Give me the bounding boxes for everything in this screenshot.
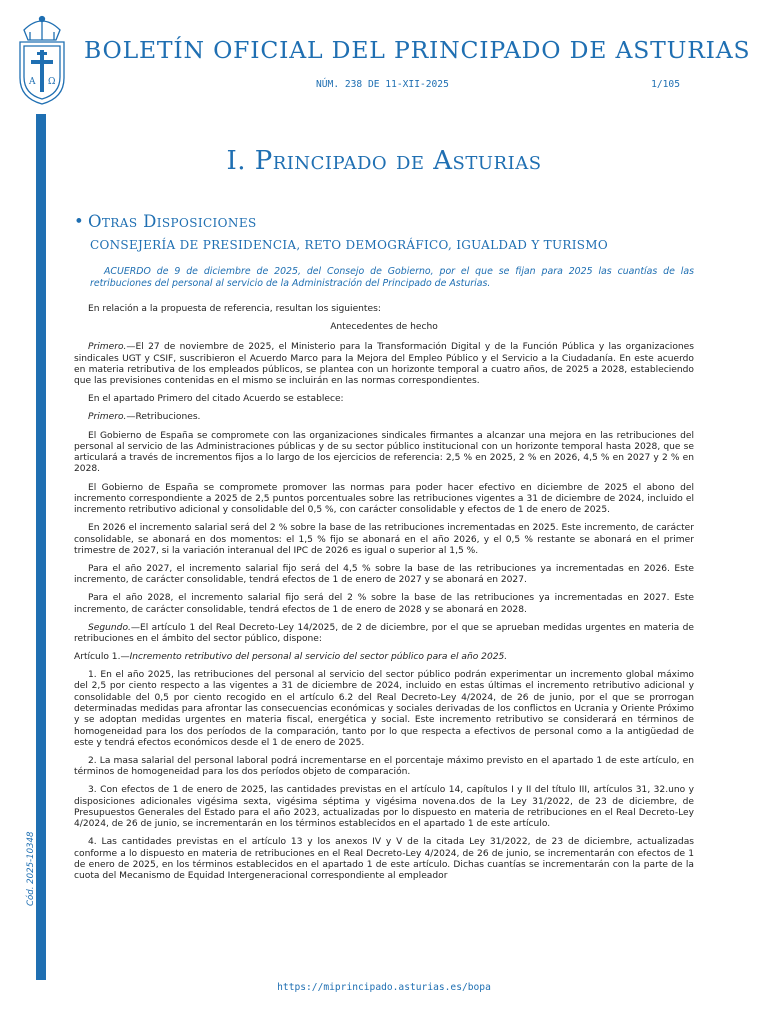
primero-lead: Primero. <box>88 342 127 353</box>
retribuciones-lead: Primero. <box>88 412 127 423</box>
articulo-paragraph-2: 2. La masa salarial del personal laboral podrá incrementarse en el porcentaje máximo previsto en el apartado 1 de este artículo, en términos de homogeneidad para los dos períodos objeto de comparación. <box>74 756 694 778</box>
antecedentes-heading: Antecedentes de hecho <box>330 322 438 333</box>
apartado-paragraph: En el apartado Primero del citado Acuerdo se establece: <box>88 394 344 405</box>
subsection-title <box>74 212 257 231</box>
svg-text:Ω: Ω <box>48 77 56 87</box>
journal-title: BOLETÍN OFICIAL DEL PRINCIPADO DE ASTURIAS <box>84 36 751 64</box>
retribuciones-paragraph <box>74 412 694 423</box>
primero-text: —El 27 de noviembre de 2025, el Ministerio para la Transformación Digital y de la Función Pública y las organizaciones sindicales UGT y CSIF, suscribieron el Acuerdo Marco para la Mejora del Empleo Público y el Servicio a la Ciudadanía. En este acuerdo en materia retributiva de los empleados públicos, se plantea con un horizonte temporal a cuatro años, de 2025 a 2028, estableciendo que las previsiones contenidas en el mismo se incluirán en las normas correspondientes. <box>74 342 694 387</box>
section-title: I. Principado de Asturias <box>226 146 542 176</box>
subsection-label: Otras Disposiciones <box>88 212 257 231</box>
page-number: 1/105 <box>651 79 680 90</box>
intro-paragraph: En relación a la propuesta de referencia, resultan los siguientes: <box>88 304 381 314</box>
agreement-summary: ACUERDO de 9 de diciembre de 2025, del Consejo de Gobierno, por el que se fijan para 2025 las cuantías de las retribuciones del personal al servicio de la Administración del Principado de Asturias. <box>90 266 694 289</box>
articulo-paragraph-3: 3. Con efectos de 1 de enero de 2025, las cantidades previstas en el artículo 14, capítulos I y II del título III, artículos 31, 32.uno y disposiciones adicionales vigésima sexta, vigésima séptima y vigésima novena.dos de la Ley 31/2022, de 23 de diciembre, de Presupuestos Generales del Estado para el año 2023, actualizadas por lo dispuesto en materia de retribuciones en el Real Decreto-Ley 4/2024, de 26 de junio, se incrementarán en los términos establecidos en el apartado 1 de este artículo. <box>74 785 694 830</box>
side-bar <box>36 114 46 980</box>
retribuciones-text: —Retribuciones. <box>126 412 201 423</box>
articulo-paragraph-4: 4. Las cantidades previstas en el artículo 13 y los anexos IV y V de la citada Ley 31/2022, de 23 de diciembre, actualizadas conforme a lo dispuesto en materia de retribuciones en el Real Decreto-Ley 4/2024, de 26 de junio, se incrementarán con efectos de 1 de enero de 2025, en los términos establecidos en el apartado 1 de este artículo. Dichas cuantías se incrementarán con la parte de la cuota del Mecanismo de Equidad Intergeneracional correspondiente al empleador <box>74 837 694 882</box>
asturias-crest-icon <box>16 12 68 108</box>
articulo-paragraph-1: 1. En el año 2025, las retribuciones del personal al servicio del sector público podrán experimentar un incremento global máximo del 2,5 por ciento respecto a las vigentes a 31 de diciembre de 2024, incluido en estas últimas el incremento retributivo adicional y consolidable del 0,5 por ciento recogido en el artículo 6.2 del Real Decreto-Ley 4/2024, de 26 de junio, por el que se prorrogan determinadas medidas para afrontar las consecuencias económicas y sociales derivadas de los conflictos en Ucrania y Oriente Próximo y se adoptan medidas urgentes en materia fiscal, energética y social. Este incremento retributivo se considerará en términos de homogeneidad para los dos períodos de la comparación, tanto por lo que respecta a efectivos de personal como a la antigüedad de este y tendrá efectos económicos desde el 1 de enero de 2025. <box>74 670 694 748</box>
document-body <box>74 304 694 889</box>
primero-paragraph <box>74 342 694 387</box>
issue-number: NÚM. 238 DE 11-XII-2025 <box>316 79 449 90</box>
footer-link[interactable]: https://miprincipado.asturias.es/bopa <box>277 982 491 993</box>
segundo-text: —El artículo 1 del Real Decreto-Ley 14/2025, de 2 de diciembre, por el que se aprueban medidas urgentes en materia de retribuciones en el ámbito del sector público, dispone: <box>74 622 694 644</box>
council-name: CONSEJERÍA DE PRESIDENCIA, RETO DEMOGRÁFICO, IGUALDAD Y TURISMO <box>90 238 609 252</box>
articulo-title: Incremento retributivo del personal al servicio del sector público para el año 2025. <box>129 652 508 663</box>
segundo-lead: Segundo. <box>88 622 131 633</box>
gobierno-paragraph-2: El Gobierno de España se compromete promover las normas para poder hacer efectivo en diciembre de 2025 el abono del incremento correspondiente a 2025 de 2,5 puntos porcentuales sobre las retribuciones vigentes a 31 de diciembre de 2024, incluido el incremento retributivo adicional y consolidable del 0,5 %, con carácter consolidable y efectos de 1 de enero de 2025. <box>74 482 694 516</box>
bullet-icon: • <box>74 212 85 231</box>
articulo-lead: Artículo 1.— <box>74 652 130 663</box>
document-code: Cód. 2025-10348 <box>26 831 36 906</box>
segundo-paragraph <box>74 623 694 646</box>
svg-text:A: A <box>29 77 36 87</box>
gobierno-paragraph-1: El Gobierno de España se compromete con las organizaciones sindicales firmantes a alcanzar una mejora en las retribuciones del personal al servicio de las Administraciones públicas y de su sector público institucional con un horizonte temporal hasta 2028, que se articulará a través de incrementos fijos a lo largo de los ejercicios de referencia: 2,5 % en 2025, 2 % en 2026, 4,5 % en 2027 y 2 % en 2028. <box>74 430 694 475</box>
paragraph-2027: Para el año 2027, el incremento salarial fijo será del 4,5 % sobre la base de las retribuciones ya incrementadas en 2026. Este incremento, de carácter consolidable, tendrá efectos de 1 de enero de 2027 y se abonará en 2027. <box>74 563 694 586</box>
articulo-heading <box>74 652 694 663</box>
paragraph-2028: Para el año 2028, el incremento salarial fijo será del 2 % sobre la base de las retribuciones ya incrementadas en 2027. Este incremento, de carácter consolidable, tendrá efectos de 1 de enero de 2028 y se abonará en 2028. <box>74 593 694 615</box>
paragraph-2026: En 2026 el incremento salarial será del 2 % sobre la base de las retribuciones incrementadas en 2025. Este incremento, de carácter consolidable, se abonará en dos momentos: el 1,5 % fijo se abonará en el año 2026, y el 0,5 % restante se abonará en el primer trimestre de 2027, si la variación interanual del IPC de 2026 es igual o superior al 1,5 %. <box>74 523 694 556</box>
